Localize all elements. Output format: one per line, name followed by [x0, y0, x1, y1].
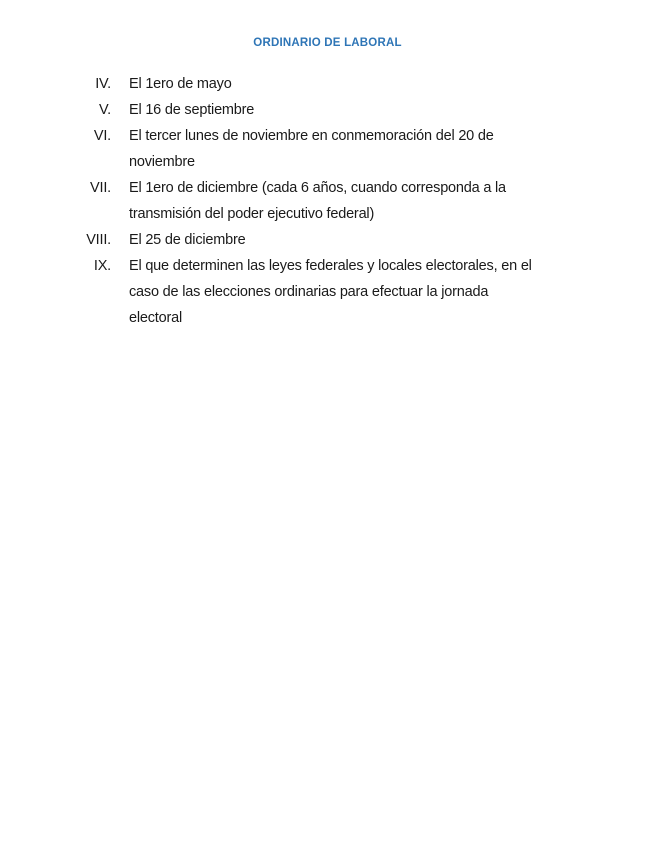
list-item-numeral: VII. [90, 180, 111, 196]
list-item-line: El que determinen las leyes federales y locales electorales, en el [129, 258, 532, 274]
list-item-line: El 1ero de mayo [129, 76, 232, 92]
list-item-numeral: IV. [95, 76, 111, 92]
list-item-line: electoral [129, 310, 183, 326]
holiday-list [0, 71, 655, 331]
list-item-line: caso de las elecciones ordinarias para efectuar la jornada [129, 284, 489, 300]
list-item-text [129, 71, 569, 97]
list-item-text [129, 97, 569, 123]
list-item [0, 97, 655, 123]
list-item-line: El tercer lunes de noviembre en conmemoración del 20 de [129, 128, 494, 144]
list-item-text [129, 123, 569, 175]
list-item-text [129, 253, 569, 331]
list-item [0, 71, 655, 97]
list-item [0, 123, 655, 175]
page-header-title: ORDINARIO DE LABORAL [253, 37, 402, 49]
list-item-line: El 16 de septiembre [129, 102, 255, 118]
list-item-text [129, 227, 569, 253]
list-item [0, 253, 655, 331]
list-item-text [129, 175, 569, 227]
list-item-numeral: IX. [93, 258, 111, 274]
list-item-line: El 25 de diciembre [129, 232, 246, 248]
list-item-numeral: VIII. [86, 232, 111, 248]
list-item-line: noviembre [129, 154, 195, 170]
list-item-numeral: V. [99, 102, 111, 118]
list-item-numeral: VI. [93, 128, 111, 144]
list-item-line: transmisión del poder ejecutivo federal) [129, 206, 375, 222]
list-item [0, 227, 655, 253]
list-item-line: El 1ero de diciembre (cada 6 años, cuando corresponda a la [129, 180, 506, 196]
list-item [0, 175, 655, 227]
